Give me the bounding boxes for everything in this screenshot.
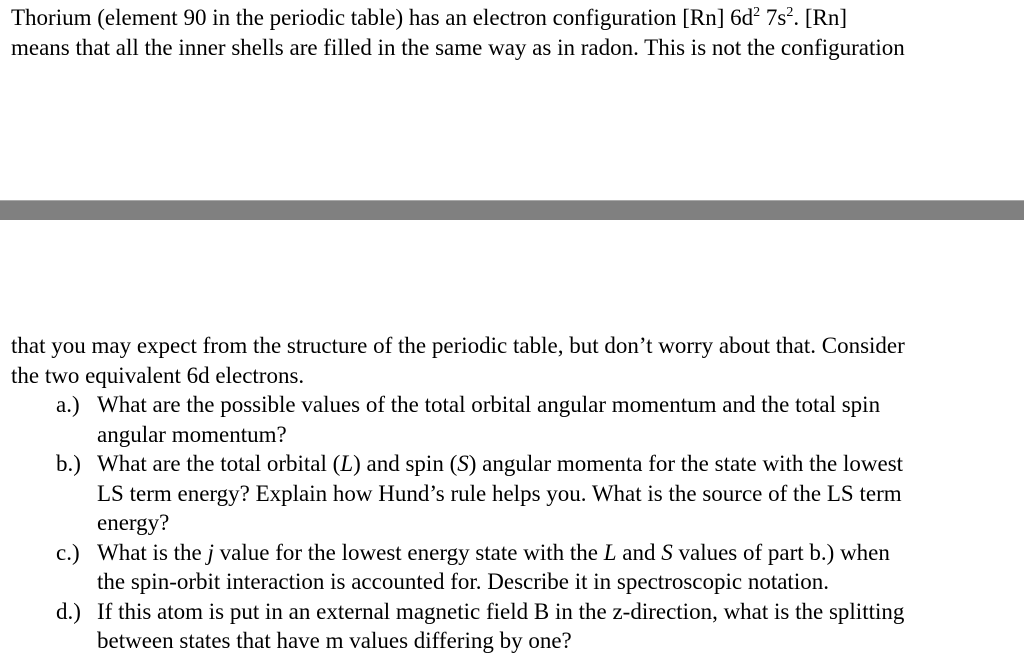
intro-line-1: [11, 3, 1021, 33]
question-text: What are the total orbital (: [97, 451, 341, 476]
question-line: energy?: [97, 510, 170, 535]
question-line: [97, 449, 1024, 479]
question-line: between states that have m values differing by one?: [97, 628, 572, 653]
question-line: [97, 538, 1024, 568]
question-line: What are the possible values of the total orbital angular momentum and the total spin: [97, 392, 881, 417]
symbol-L: L: [340, 451, 354, 476]
question-text: value for the lowest energy state with the: [213, 539, 604, 565]
question-d: [0, 597, 1024, 656]
question-text: What is the: [97, 539, 208, 565]
question-b: [0, 449, 1024, 538]
question-marker: d.): [56, 598, 81, 624]
question-a: [0, 390, 1024, 449]
symbol-L: L: [603, 539, 617, 565]
question-line: angular momentum?: [97, 421, 287, 447]
problem-intro: [11, 3, 1021, 62]
superscript: 2: [786, 5, 794, 20]
question-line: LS term energy? Explain how Hund’s rule helps you. What is the source of the LS term: [97, 480, 902, 506]
question-text: ) angular momenta for the state with the lowest: [468, 451, 904, 476]
question-line: If this atom is put in an external magnetic field B in the z-direction, what is the splitting: [97, 598, 905, 624]
superscript: 2: [753, 5, 761, 20]
problem-continuation: [11, 331, 1021, 390]
symbol-j: j: [207, 539, 214, 565]
question-marker: b.): [56, 451, 81, 476]
question-marker: a.): [56, 392, 80, 417]
intro-text: 7s: [760, 5, 787, 30]
question-list: [0, 390, 1024, 656]
continuation-line-1: that you may expect from the structure of the periodic table, but don’t worry about that. Consider: [11, 333, 905, 358]
question-line: the spin-orbit interaction is accounted for. Describe it in spectroscopic notation.: [97, 569, 829, 594]
symbol-S: S: [457, 451, 469, 476]
question-marker: c.): [56, 539, 80, 565]
continuation-line-2: the two equivalent 6d electrons.: [11, 362, 305, 388]
intro-line-2: means that all the inner shells are filled in the same way as in radon. This is not the configuration: [11, 34, 905, 60]
divider-bar: [0, 200, 1024, 220]
symbol-S: S: [661, 539, 673, 565]
intro-text: Thorium (element 90 in the periodic table) has an electron configuration [Rn] 6d: [11, 5, 754, 30]
question-text: values of part b.) when: [672, 539, 890, 565]
question-text: ) and spin (: [353, 451, 458, 476]
question-text: and: [616, 539, 662, 565]
intro-text: . [Rn]: [793, 5, 848, 30]
question-c: [0, 538, 1024, 597]
